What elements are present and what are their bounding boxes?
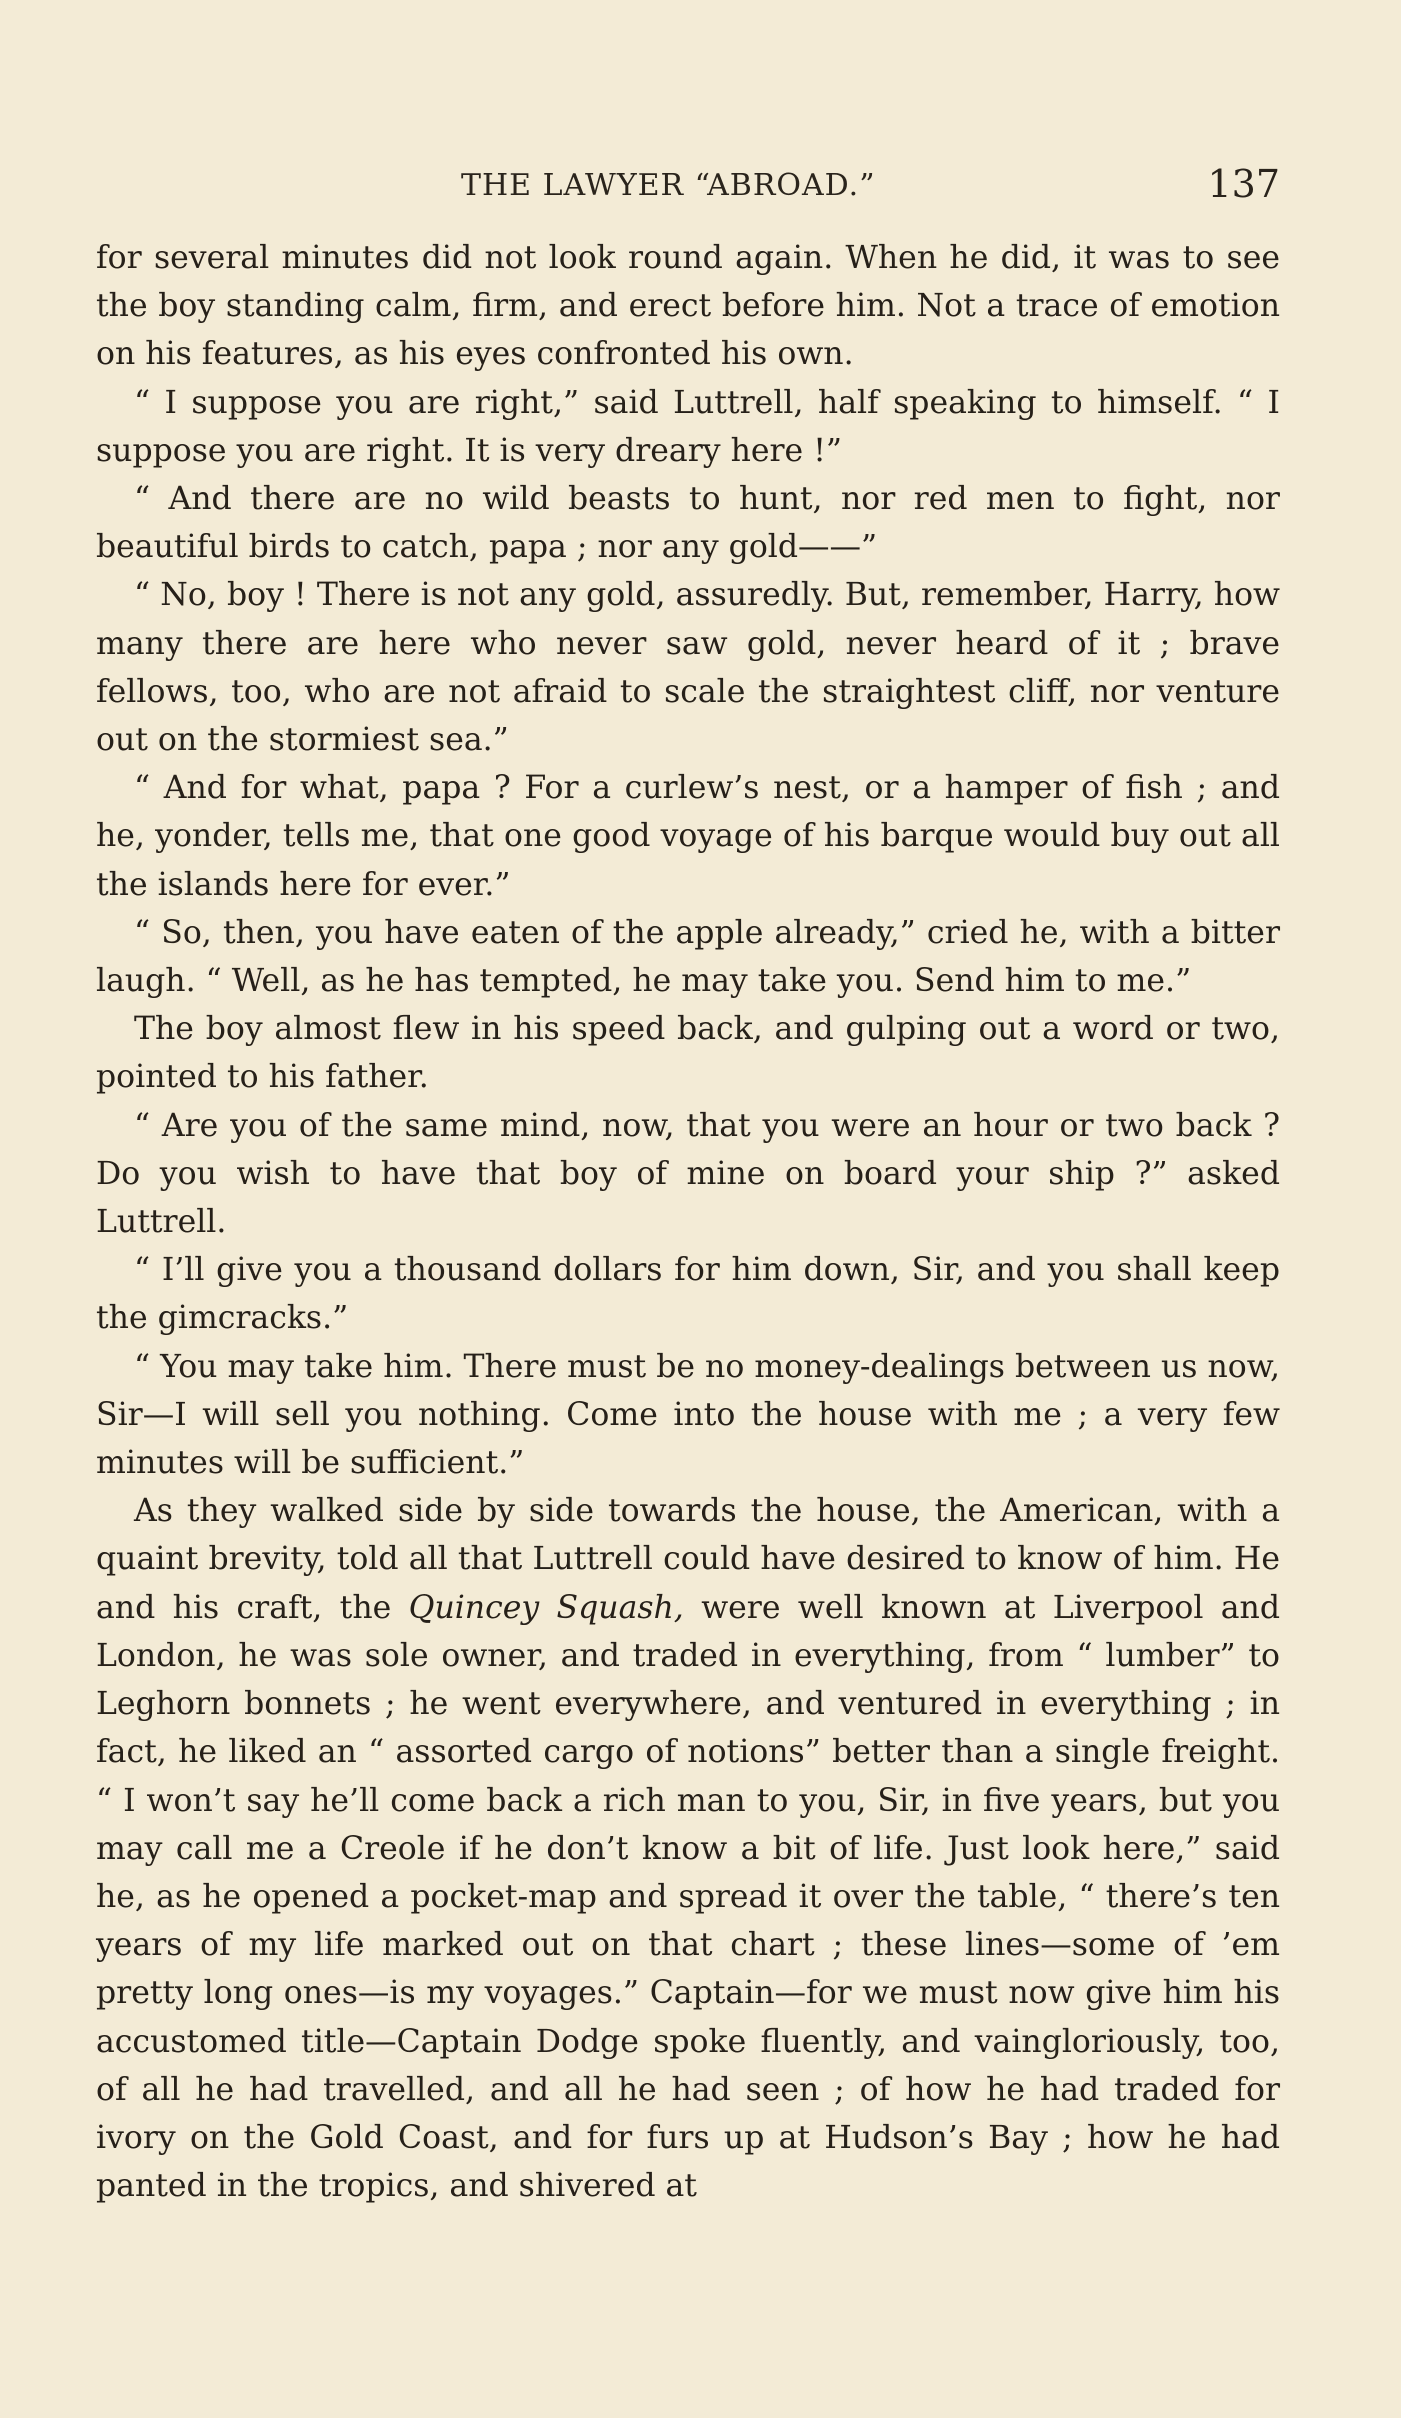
paragraph — [96, 1246, 1280, 1342]
paragraph — [96, 1005, 1280, 1101]
paragraph-text: “ No, boy ! There is not any gold, assuredly. But, remember, Harry, how many there are here who never saw gold, never heard of it ; brave fellows, too, who are not afraid to scale the straightest cliff, nor venture out on the stormiest sea.” — [96, 577, 1280, 759]
paragraph-text: The boy almost flew in his speed back, and gulping out a word or two, pointed to his father. — [96, 1011, 1280, 1096]
paragraph — [96, 475, 1280, 571]
paragraph — [96, 1487, 1280, 2210]
italic-text: Quincey Squash, — [408, 1589, 684, 1626]
paragraph — [96, 764, 1280, 909]
paragraph — [96, 1343, 1280, 1488]
page-header — [96, 162, 1280, 212]
paragraph — [96, 379, 1280, 475]
paragraph — [96, 909, 1280, 1005]
paragraph-text: “ Are you of the same mind, now, that you were an hour or two back ? Do you wish to have that boy of mine on board your ship ?” asked Luttrell. — [96, 1107, 1280, 1241]
paragraph-text: “ And for what, papa ? For a curlew’s nest, or a hamper of fish ; and he, yonder, tells me, that one good voyage of his barque would buy out all the islands here for ever.” — [96, 770, 1280, 903]
paragraph-text: As they walked side by side towards the house, the American, with a quaint brevity, told all that Luttrell could have desired to know of him. He and his craft, the — [96, 1493, 1280, 1626]
body-text — [96, 234, 1280, 2210]
paragraph-text: “ I’ll give you a thousand dollars for him down, Sir, and you shall keep the gimcracks.” — [96, 1252, 1280, 1337]
paragraph-text: “ You may take him. There must be no money-dealings between us now, Sir—I will sell you nothing. Come into the house with me ; a very few minutes will be sufficient.” — [96, 1348, 1280, 1482]
paragraph — [96, 1102, 1280, 1247]
running-title: THE LAWYER “ABROAD.” — [461, 168, 876, 203]
paragraph — [96, 234, 1280, 379]
page-number: 137 — [1207, 162, 1280, 206]
paragraph-text: for several minutes did not look round again. When he did, it was to see the boy standing calm, firm, and erect before him. Not a trace of emotion on his features, as his eyes confronted his own. — [96, 240, 1280, 373]
paragraph-text: “ So, then, you have eaten of the apple already,” cried he, with a bitter laugh. “ Well, as he has tempted, he may take you. Send him to me.” — [96, 914, 1280, 1000]
paragraph — [96, 571, 1280, 764]
paragraph-text: “ I suppose you are right,” said Luttrell, half speaking to himself. “ I suppose you are right. It is very dreary here !” — [96, 384, 1280, 469]
paragraph-text: “ And there are no wild beasts to hunt, nor red men to fight, nor beautiful birds to catch, papa ; nor any gold——” — [96, 481, 1280, 566]
paragraph-text: were well known at Liverpool and London, he was sole owner, and traded in everything, from “ lumber” to Leghorn bonnets ; he went everywhere, and ventured in everything ; in fact, he liked an “ assorted cargo of notions” better than a single freight. “ I won’t say he’ll come back a rich man to you, Sir, in five years, but you may call me a Creole if he don’t know a bit of life. Just look here,” said he, as he opened a pocket-map and spread it over the table, “ there’s ten years of my life marked out on that chart ; these lines—some of ’em pretty long ones—is my voyages.” Captain—for we must now give him his accustomed title—Captain Dodge spoke fluently, and vaingloriously, too, of all he had travelled, and all he had seen ; of how he had traded for ivory on the Gold Coast, and for furs up at Hudson’s Bay ; how he had panted in the tropics, and shivered at — [96, 1589, 1280, 2205]
